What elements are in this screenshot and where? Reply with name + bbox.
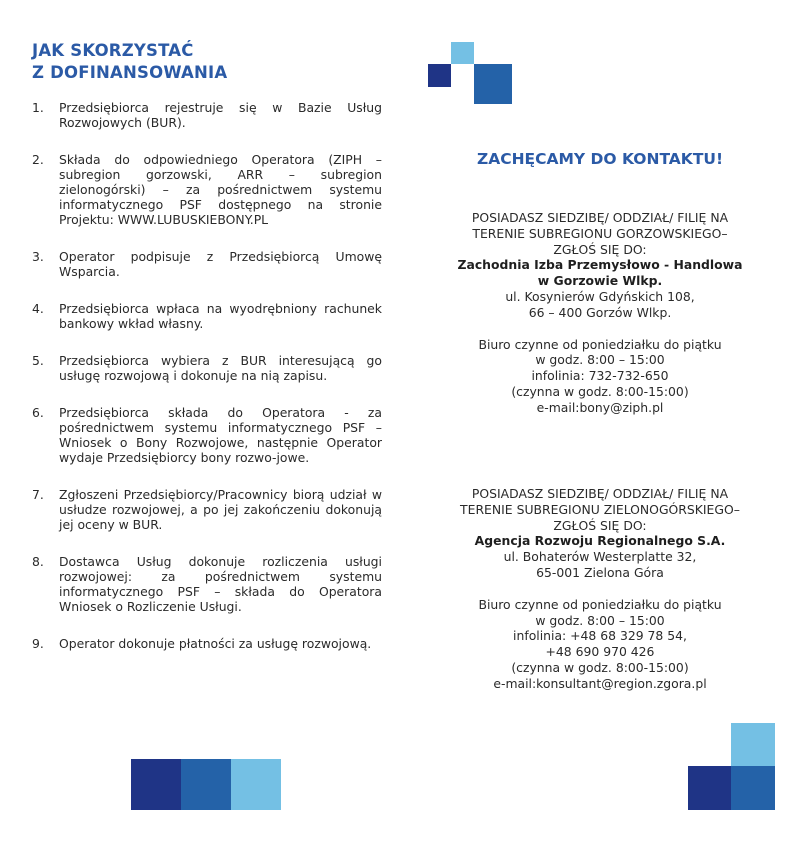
email-line: e-mail:konsultant@region.zgora.pl <box>493 675 707 691</box>
contact-block-gorzow <box>430 210 770 416</box>
intro-line: ZGŁOŚ SIĘ DO: <box>553 241 647 257</box>
list-item <box>32 100 382 130</box>
list-item <box>32 152 382 227</box>
address-line: 65-001 Zielona Góra <box>536 564 664 580</box>
intro-line: ZGŁOŚ SIĘ DO: <box>553 517 647 533</box>
list-item <box>32 636 382 651</box>
address-line: 66 – 400 Gorzów Wlkp. <box>528 304 672 320</box>
heading-line-2: Z DOFINANSOWANIA <box>32 63 228 82</box>
org-name: Agencja Rozwoju Regionalnego S.A. <box>474 533 726 549</box>
step-text: Operator podpisuje z Przedsiębiorcą Umowę Wsparcia. <box>59 249 382 279</box>
step-text: Dostawca Usług dokonuje rozliczenia usługi rozwojowej: za pośrednictwem systemu informatycznego PSF – składa do Operatora Wniosek o Rozliczenie Usługi. <box>59 554 382 614</box>
step-text: Przedsiębiorca wybiera z BUR interesującą go usługę rozwojową i dokonuje na nią zapisu. <box>59 353 382 383</box>
step-text: Przedsiębiorca wpłaca na wyodrębniony rachunek bankowy wkład własny. <box>59 301 382 331</box>
intro-line: POSIADASZ SIEDZIBĘ/ ODDZIAŁ/ FILIĘ NA <box>471 210 729 225</box>
hours-line: Biuro czynne od poniedziałku do piątku <box>478 596 722 612</box>
step-number: 7. <box>32 487 44 502</box>
right-column <box>430 0 780 855</box>
email-line: e-mail:bony@ziph.pl <box>536 399 664 415</box>
step-text: Składa do odpowiedniego Operatora (ZIPH – subregion gorzowski, ARR – subregion zielonogórski) – za pośrednictwem systemu informatycznego PSF dostępnego na stronie Projektu: WWW.LUBUSKIEBONY.PL <box>59 152 382 227</box>
list-item <box>32 301 382 331</box>
intro-line: TERENIE SUBREGIONU GORZOWSKIEGO– <box>472 225 728 241</box>
hours-line: (czynna w godz. 8:00-15:00) <box>511 659 689 675</box>
step-text: Zgłoszeni Przedsiębiorcy/Pracownicy biorą udział w usłudze rozwojowej, a po jej zakończeniu dokonują jej oceny w BUR. <box>59 487 382 532</box>
list-item <box>32 249 382 279</box>
decor-square-dark <box>131 759 181 810</box>
left-column <box>32 40 382 673</box>
steps-list <box>32 100 382 651</box>
step-number: 5. <box>32 353 44 368</box>
step-number: 8. <box>32 554 44 569</box>
step-number: 9. <box>32 636 44 651</box>
step-number: 4. <box>32 301 44 316</box>
step-number: 2. <box>32 152 44 167</box>
phone-line: infolinia: +48 68 329 78 54, <box>513 628 687 644</box>
intro-line: POSIADASZ SIEDZIBĘ/ ODDZIAŁ/ FILIĘ NA <box>471 486 729 501</box>
step-number: 1. <box>32 100 44 115</box>
list-item <box>32 487 382 532</box>
org-name: Zachodnia Izba Przemysłowo - Handlowa <box>457 257 743 273</box>
list-item <box>32 353 382 383</box>
org-name: w Gorzowie Wlkp. <box>537 273 663 289</box>
page-heading <box>32 40 382 84</box>
hours-line: w godz. 8:00 – 15:00 <box>535 612 665 628</box>
step-number: 6. <box>32 405 44 420</box>
contact-block-zielona-gora <box>430 486 770 692</box>
phone-line: +48 690 970 426 <box>545 644 655 660</box>
hours-line: Biuro czynne od poniedziałku do piątku <box>478 336 722 352</box>
hours-line: (czynna w godz. 8:00-15:00) <box>511 383 689 399</box>
decor-square-mid <box>181 759 231 810</box>
step-text: Przedsiębiorca składa do Operatora - za pośrednictwem systemu informatycznego PSF – Wniosek o Bony Rozwojowe, następnie Operator wydaje Przedsiębiorcy bony rozwo-jowe. <box>59 405 382 465</box>
address-line: ul. Kosynierów Gdyńskich 108, <box>505 288 695 304</box>
list-item <box>32 554 382 614</box>
contact-title: ZACHĘCAMY DO KONTAKTU! <box>476 150 724 168</box>
address-line: ul. Bohaterów Westerplatte 32, <box>503 549 697 565</box>
step-text: Operator dokonuje płatności za usługę rozwojową. <box>59 636 372 651</box>
phone-line: infolinia: 732-732-650 <box>531 368 669 384</box>
hours-line: w godz. 8:00 – 15:00 <box>535 352 665 368</box>
step-text: Przedsiębiorca rejestruje się w Bazie Usług Rozwojowych (BUR). <box>59 100 382 130</box>
intro-line: TERENIE SUBREGIONU ZIELONOGÓRSKIEGO– <box>460 501 740 517</box>
step-number: 3. <box>32 249 44 264</box>
heading-line-1: JAK SKORZYSTAĆ <box>32 41 194 60</box>
decor-square-light <box>231 759 281 810</box>
list-item <box>32 405 382 465</box>
